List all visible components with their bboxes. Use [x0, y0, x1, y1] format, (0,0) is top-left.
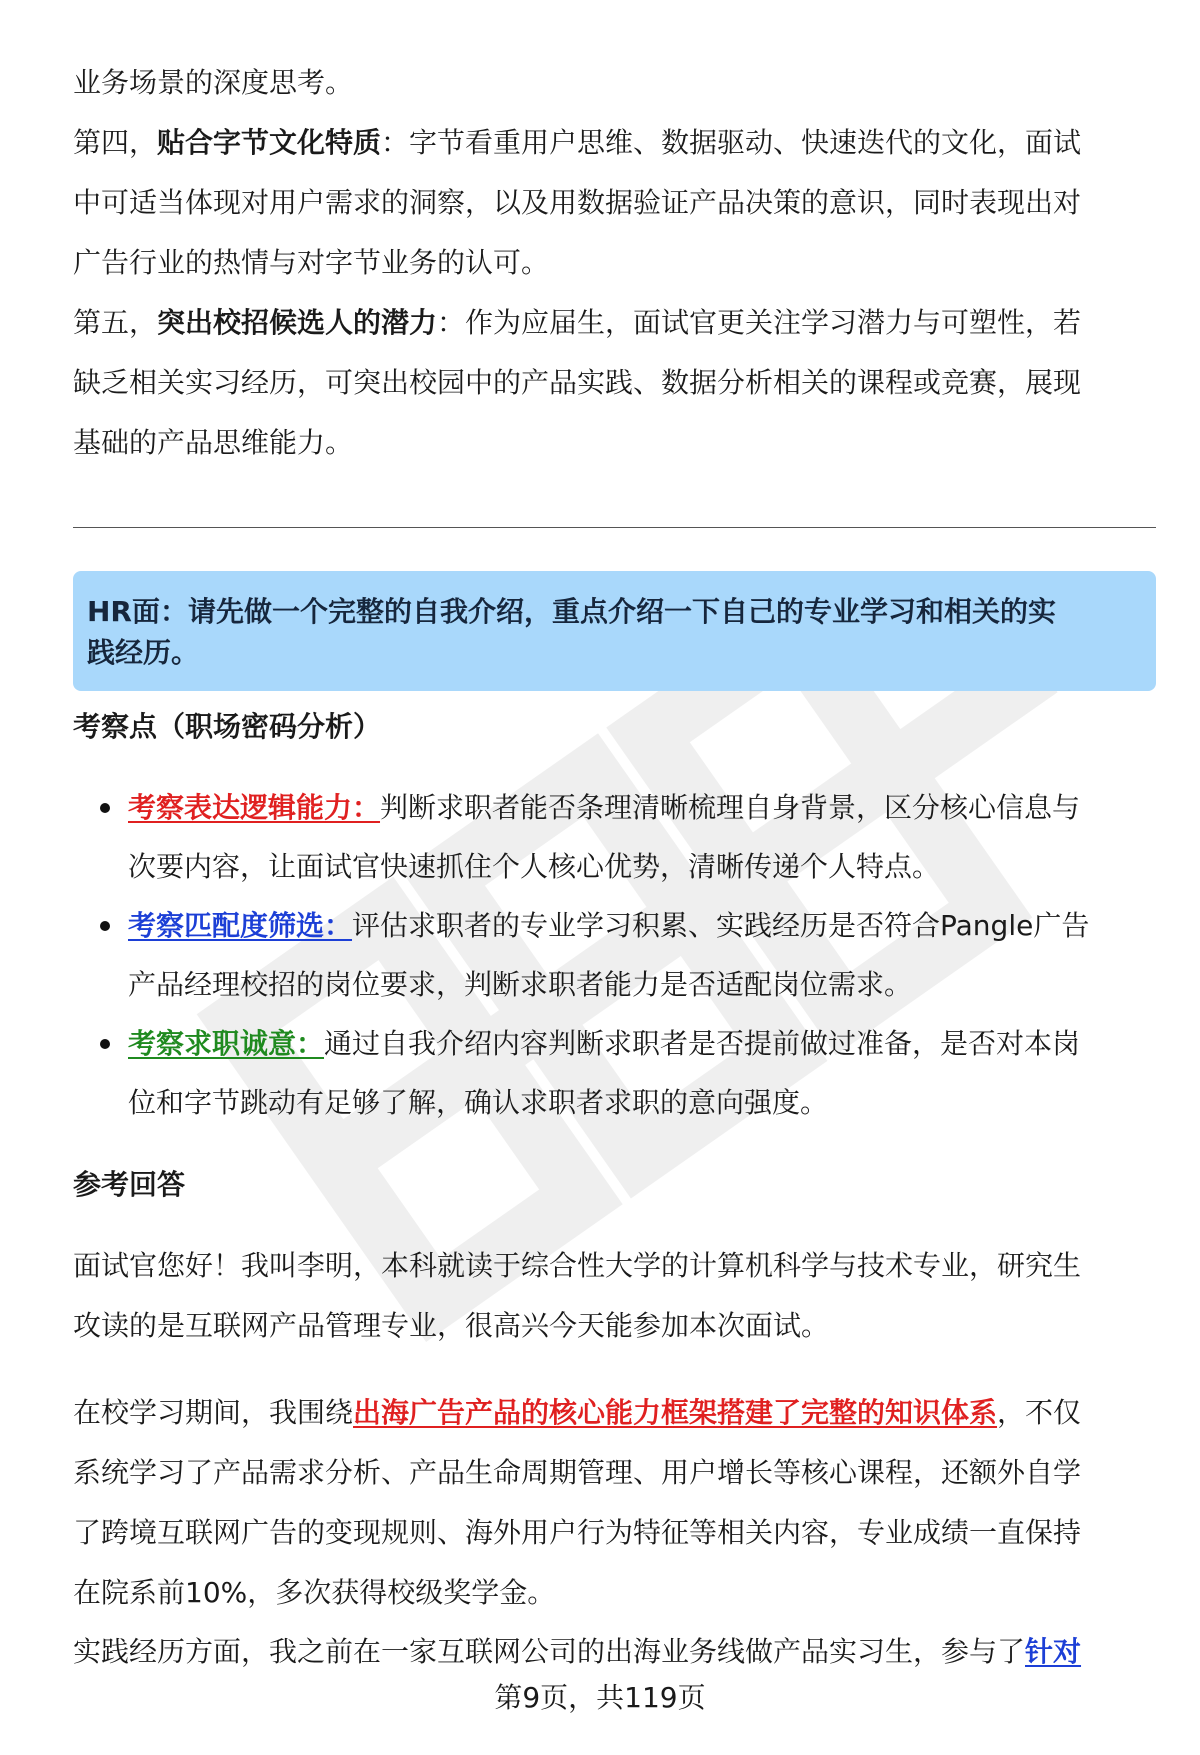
item-text: 通过自我介绍内容判断求职者是否提前做过准备，是否对本岗 — [324, 1027, 1081, 1060]
question-line1: HR面：请先做一个完整的自我介绍，重点介绍一下自己的专业学习和相关的实 — [87, 595, 1056, 628]
p5-rest: ：作为应届生，面试官更关注学习潜力与可塑性，若 — [437, 306, 1082, 339]
list-item — [73, 896, 1156, 1014]
p5-line2: 缺乏相关实习经历，可突出校园中的产品实践、数据分析相关的课程或竞赛，展现 — [73, 366, 1082, 399]
a2-highlight: 出海广告产品的核心能力框架搭建了完整的知识体系 — [353, 1396, 998, 1429]
analysis-heading: 考察点（职场密码分析） — [73, 710, 382, 743]
answer-line: 攻读的是互联网产品管理专业，很高兴今天能参加本次面试。 — [73, 1309, 830, 1342]
answer-paragraph-2 — [73, 1383, 1156, 1623]
p4-line3: 广告行业的热情与对字节业务的认可。 — [73, 246, 550, 279]
item-text: 判断求职者能否条理清晰梳理自身背景，区分核心信息与 — [380, 791, 1081, 824]
p4-prefix: 第四， — [73, 126, 158, 159]
question-box — [73, 571, 1156, 691]
item-text-line2: 产品经理校招的岗位要求，判断求职者能力是否适配岗位需求。 — [128, 968, 913, 1001]
p4-line2: 中可适当体现对用户需求的洞察，以及用数据验证产品决策的意识，同时表现出对 — [73, 186, 1082, 219]
item-text-line2: 位和字节跳动有足够了解，确认求职者求职的意向强度。 — [128, 1086, 829, 1119]
answer-paragraph-1 — [73, 1236, 1156, 1356]
p4-rest: ：字节看重用户思维、数据驱动、快速迭代的文化，面试 — [381, 126, 1082, 159]
p5-bold: 突出校招候选人的潜力 — [157, 306, 438, 339]
a2-rest: ，不仅 — [997, 1396, 1082, 1429]
item-label: 考察求职诚意： — [128, 1027, 325, 1060]
bullet-icon — [100, 921, 110, 931]
paragraph-4 — [73, 113, 1146, 173]
answer-line: 面试官您好！我叫李明，本科就读于综合性大学的计算机科学与技术专业，研究生 — [73, 1249, 1082, 1282]
answer-paragraph-3 — [73, 1622, 1156, 1682]
answer-heading: 参考回答 — [73, 1168, 186, 1201]
answer-line — [73, 1383, 1156, 1443]
item-label: 考察匹配度筛选： — [128, 909, 353, 942]
answer-line — [73, 1622, 1156, 1682]
page-number: 第9页，共119页 — [494, 1681, 706, 1714]
bullet-icon — [100, 1039, 110, 1049]
answer-line: 了跨境互联网广告的变现规则、海外用户行为特征等相关内容，专业成绩一直保持 — [73, 1516, 1082, 1549]
a2-prefix: 在校学习期间，我围绕 — [73, 1396, 354, 1429]
p5-prefix: 第五， — [73, 306, 158, 339]
paragraph-line: 业务场景的深度思考。 — [73, 66, 354, 99]
divider — [73, 527, 1156, 528]
question-line2: 践经历。 — [87, 636, 200, 669]
p4-bold: 贴合字节文化特质 — [157, 126, 382, 159]
answer-line: 系统学习了产品需求分析、产品生命周期管理、用户增长等核心课程，还额外自学 — [73, 1456, 1082, 1489]
p5-line3: 基础的产品思维能力。 — [73, 426, 354, 459]
item-text: 评估求职者的专业学习积累、实践经历是否符合Pangle广告 — [352, 909, 1090, 942]
paragraph-5 — [73, 293, 1146, 353]
continued-text — [73, 53, 1146, 473]
bullet-icon — [100, 803, 110, 813]
list-item — [73, 778, 1156, 896]
a3-highlight: 针对 — [1025, 1635, 1082, 1668]
a3-prefix: 实践经历方面，我之前在一家互联网公司的出海业务线做产品实习生，参与了 — [73, 1635, 1026, 1668]
item-text-line2: 次要内容，让面试官快速抓住个人核心优势，清晰传递个人特点。 — [128, 850, 941, 883]
answer-line: 在院系前10%，多次获得校级奖学金。 — [73, 1576, 556, 1609]
analysis-list — [73, 778, 1156, 1132]
list-item — [73, 1014, 1156, 1132]
item-label: 考察表达逻辑能力： — [128, 791, 381, 824]
